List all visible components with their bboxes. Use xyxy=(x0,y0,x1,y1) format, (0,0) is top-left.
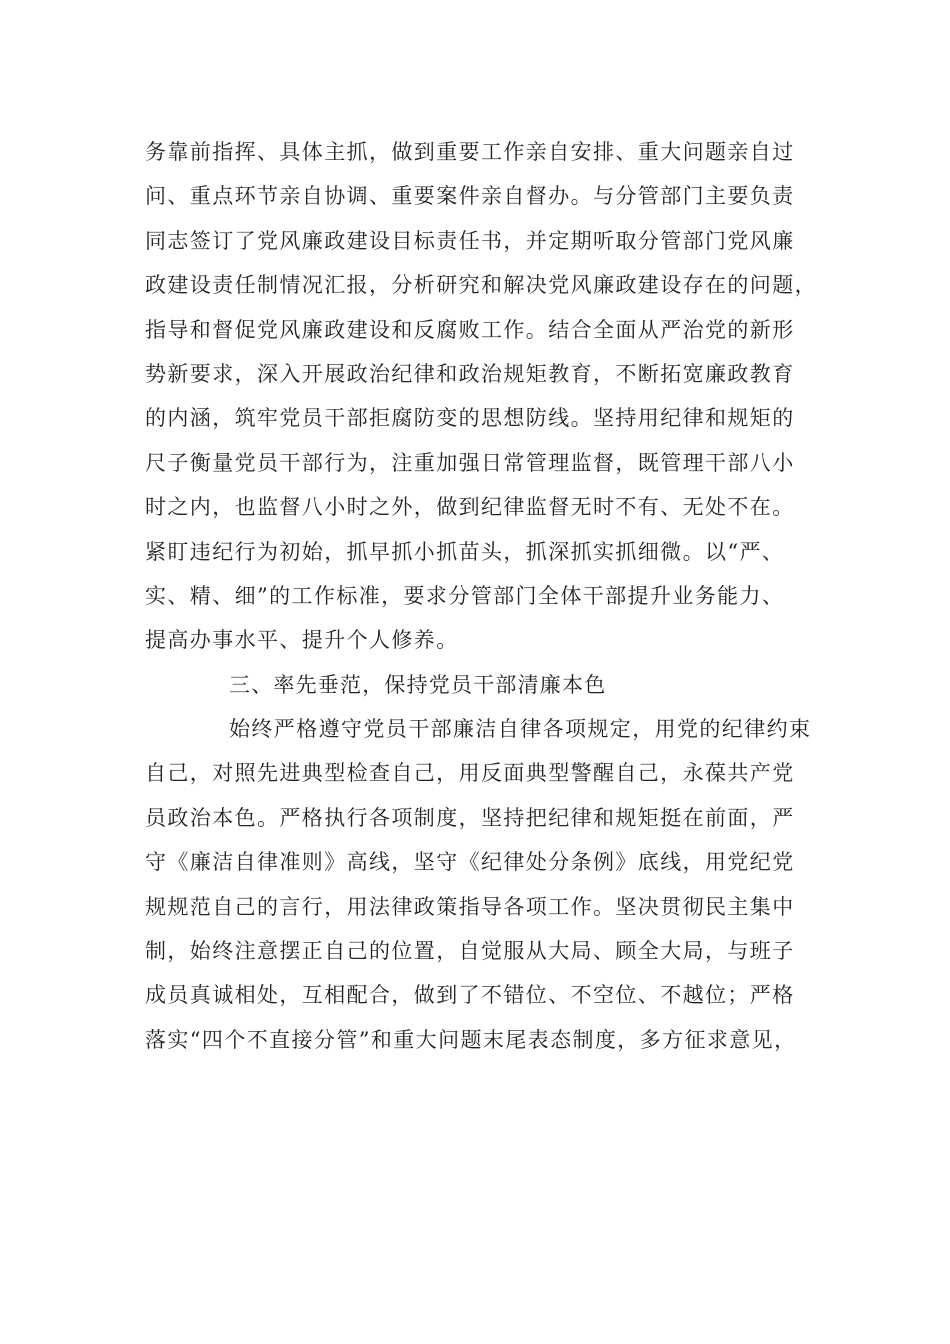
text-line: 势新要求，深入开展政治纪律和政治规矩教育，不断拓宽廉政教育 xyxy=(145,361,795,386)
body-text xyxy=(145,130,817,1062)
paragraph-1 xyxy=(145,130,817,663)
text-line: 问、重点环节亲自协调、重要案件亲自督办。与分管部门主要负责 xyxy=(145,184,795,209)
text-line: 守《廉洁自律准则》高线，坚守《纪律处分条例》底线，用党纪党 xyxy=(145,850,795,875)
text-line: 紧盯违纪行为初始，抓早抓小抓苗头，抓深抓实抓细微。以“严、 xyxy=(145,539,785,564)
text-line: 政建设责任制情况汇报，分析研究和解决党风廉政建设存在的问题， xyxy=(145,273,817,298)
text-line: 同志签订了党风廉政建设目标责任书，并定期听取分管部门党风廉 xyxy=(145,228,795,253)
text-line: 尺子衡量党员干部行为，注重加强日常管理监督，既管理干部八小 xyxy=(145,450,795,475)
text-line: 制，始终注意摆正自己的位置，自觉服从大局、顾全大局，与班子 xyxy=(145,939,795,964)
section-heading: 三、率先垂范，保持党员干部清廉本色 xyxy=(229,672,607,697)
text-line: 时之内，也监督八小时之外，做到纪律监督无时不有、无处不在。 xyxy=(145,495,795,520)
text-line: 务靠前指挥、具体主抓，做到重要工作亲自安排、重大问题亲自过 xyxy=(145,140,795,164)
text-line: 提高办事水平、提升个人修养。 xyxy=(145,628,459,653)
text-line: 规规范自己的言行，用法律政策指导各项工作。坚决贯彻民主集中 xyxy=(145,894,795,919)
text-line: 员政治本色。严格执行各项制度，坚持把纪律和规矩挺在前面，严 xyxy=(145,805,795,830)
text-line: 落实“四个不直接分管”和重大问题末尾表态制度，多方征求意见， xyxy=(145,1027,797,1052)
paragraph-2 xyxy=(145,707,813,1062)
text-line: 的内涵，筑牢党员干部拒腐防变的思想防线。坚持用纪律和规矩的 xyxy=(145,406,795,431)
text-line: 指导和督促党风廉政建设和反腐败工作。结合全面从严治党的新形 xyxy=(145,317,795,342)
text-line: 成员真诚相处，互相配合，做到了不错位、不空位、不越位；严格 xyxy=(145,983,795,1008)
text-line: 实、精、细”的工作标准，要求分管部门全体干部提升业务能力、 xyxy=(145,583,785,608)
text-line: 始终严格遵守党员干部廉洁自律各项规定，用党的纪律约束 xyxy=(229,717,812,742)
text-line: 自己，对照先进典型检查自己，用反面典型警醒自己，永葆共产党 xyxy=(145,761,795,786)
